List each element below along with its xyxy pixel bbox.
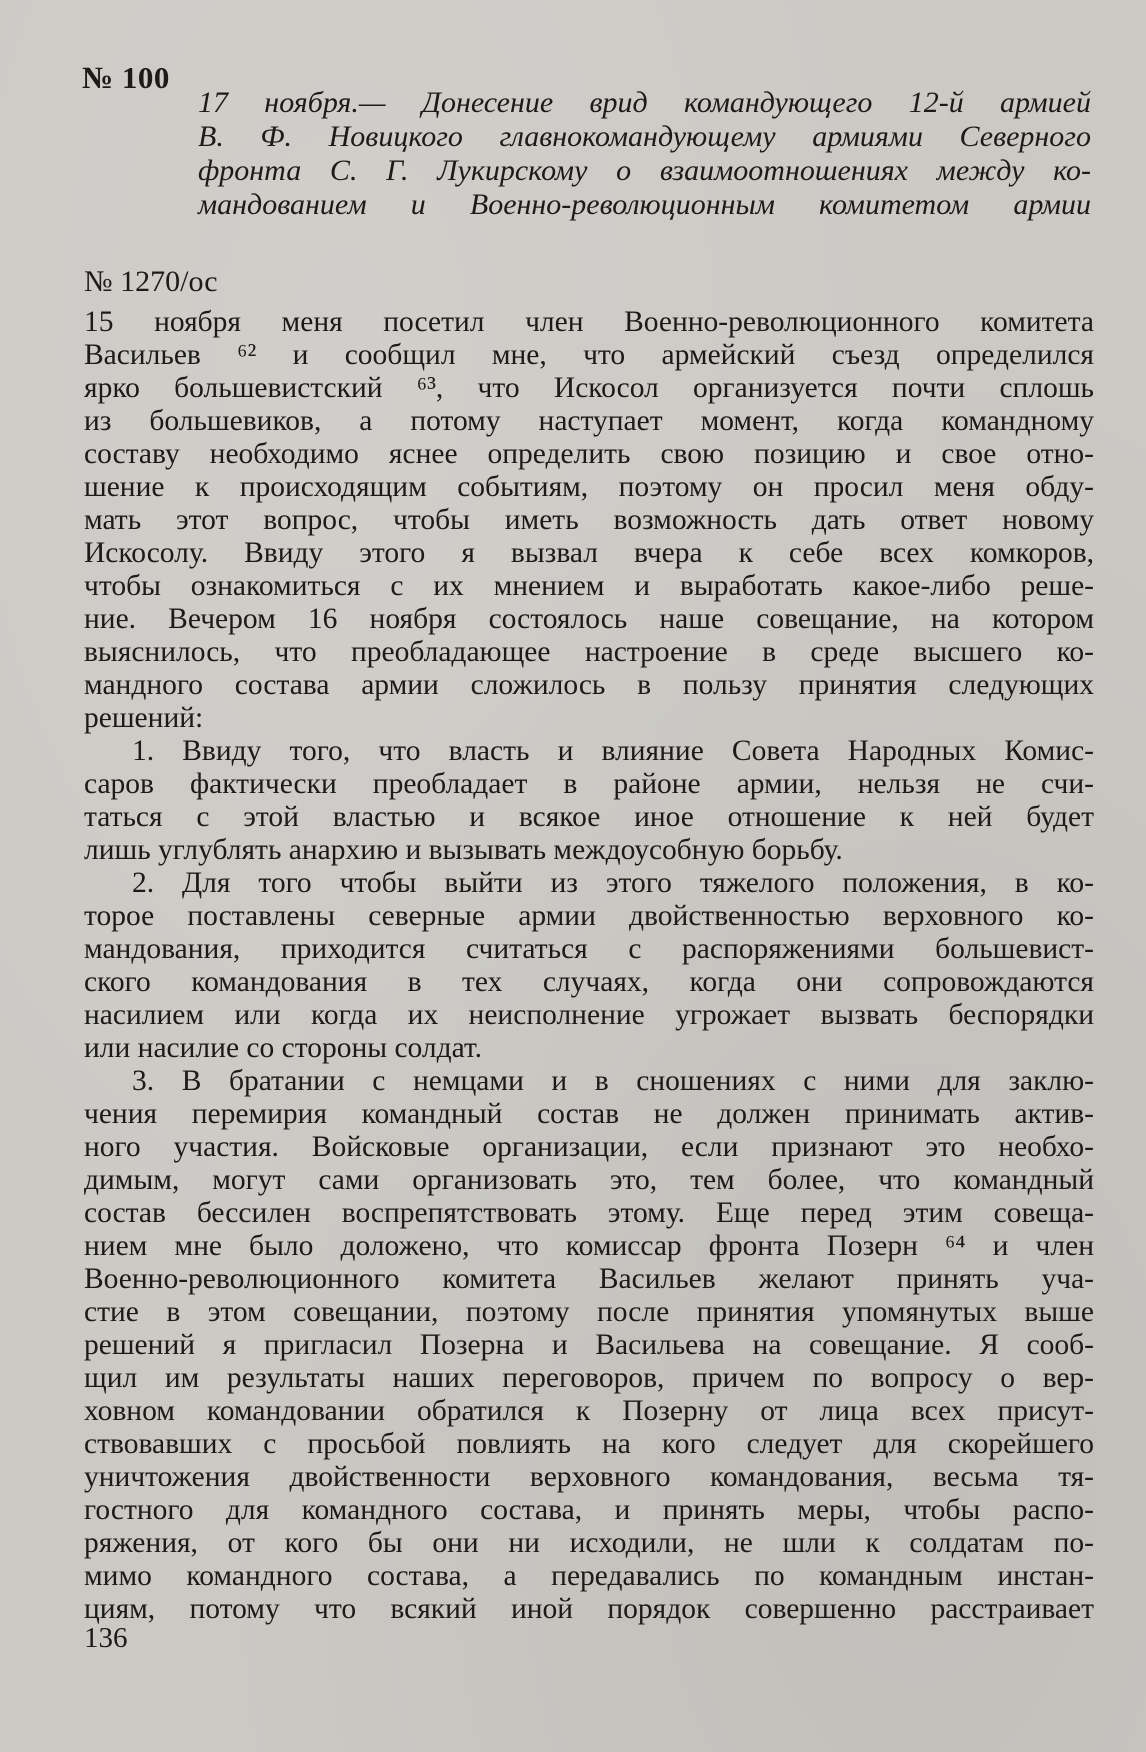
body-line: выяснилось, что преобладающее настроение в среде высшего ко- [84,636,1094,668]
list-item-3-line: щил им результаты наших переговоров, причем по вопросу о вер- [84,1362,1094,1394]
list-item-3-line: уничтожения двойственности верховного командования, весьма тя- [84,1461,1094,1493]
list-item-3-line: Военно-революционного комитета Васильев желают принять уча- [84,1263,1094,1295]
list-item-3-line: состав бессилен воспрепятствовать этому. Еще перед этим совеща- [84,1197,1094,1229]
body-line: ярко большевистский ⁶³, что Искосол организуется почти сплошь [84,372,1094,404]
page-number: 136 [84,1622,128,1654]
list-item-3-line: 3. В братании с немцами и в сношениях с ними для заклю- [132,1065,1094,1097]
list-item-3-line: гостного для командного состава, и принять меры, чтобы распо- [84,1494,1094,1526]
list-item-3-line: мимо командного состава, а передавались по командным инстан- [84,1560,1094,1592]
list-item-1-line: 1. Ввиду того, что власть и влияние Совета Народных Комис- [132,735,1094,767]
heading-line: 17 ноября.— Донесение врид командующего 12-й армией [198,86,1091,119]
list-item-3-line: циям, потому что всякий иной порядок совершенно расстраивает [84,1593,1094,1625]
list-item-1-line: лишь углублять анархию и вызывать междоусобную борьбу. [84,834,843,866]
body-line: Васильев ⁶² и сообщил мне, что армейский съезд определился [84,339,1094,371]
list-item-2-line: 2. Для того чтобы выйти из этого тяжелого положения, в ко- [132,867,1094,899]
list-item-3-line: ствовавших с просьбой повлиять на кого следует для скорейшего [84,1428,1094,1460]
body-line: ние. Вечером 16 ноября состоялось наше совещание, на котором [84,603,1094,635]
body-line: из большевиков, а потому наступает момент, когда командному [84,405,1094,437]
list-item-2-line: насилием или когда их неисполнение угрожает вызвать беспорядки [84,999,1094,1031]
list-item-1-line: таться с этой властью и всякое иное отношение к ней будет [84,801,1094,833]
list-item-3-line: чения перемирия командный состав не должен принимать актив- [84,1098,1094,1130]
body-line: мандного состава армии сложилось в пользу принятия следующих [84,669,1094,701]
list-item-3-line: нием мне было доложено, что комиссар фронта Позерн ⁶⁴ и член [84,1230,1094,1262]
document-body [84,306,1094,1626]
document-number: № 100 [82,60,170,95]
body-line: шение к происходящим событиям, поэтому он просил меня обду- [84,471,1094,503]
body-line: мать этот вопрос, чтобы иметь возможность дать ответ новому [84,504,1094,536]
body-line: 15 ноября меня посетил член Военно-революционного комитета [84,306,1094,338]
body-line: Искосолу. Ввиду этого я вызвал вчера к себе всех комкоров, [84,537,1094,569]
heading-line: В. Ф. Новицкого главнокомандующему армиями Северного [198,120,1091,153]
reference-number: № 1270/ос [84,265,218,298]
heading-line: мандованием и Военно-революционным комитетом армии [198,188,1091,221]
list-item-3-line: ряжения, от кого бы они ни исходили, не шли к солдатам по- [84,1527,1094,1559]
list-item-3-line: стие в этом совещании, поэтому после принятия упомянутых выше [84,1296,1094,1328]
list-item-3-line: димым, могут сами организовать это, тем более, что командный [84,1164,1094,1196]
body-line: составу необходимо яснее определить свою позицию и свое отно- [84,438,1094,470]
list-item-3-line: ховном командовании обратился к Позерну от лица всех присут- [84,1395,1094,1427]
list-item-2-line: мандования, приходится считаться с распоряжениями большевист- [84,933,1094,965]
list-item-2-line: торое поставлены северные армии двойственностью верховного ко- [84,900,1094,932]
document-heading [198,86,1091,222]
body-line: чтобы ознакомиться с их мнением и выработать какое-либо реше- [84,570,1094,602]
list-item-2-line: или насилие со стороны солдат. [84,1032,483,1064]
list-item-3-line: решений я пригласил Позерна и Васильева на совещание. Я сооб- [84,1329,1094,1361]
list-item-3-line: ного участия. Войсковые организации, если признают это необхо- [84,1131,1094,1163]
list-item-2-line: ского командования в тех случаях, когда они сопровождаются [84,966,1094,998]
list-item-1-line: саров фактически преобладает в районе армии, нельзя не счи- [84,768,1094,800]
heading-line: фронта С. Г. Лукирскому о взаимоотношениях между ко- [198,154,1091,187]
body-line: решений: [84,702,204,734]
